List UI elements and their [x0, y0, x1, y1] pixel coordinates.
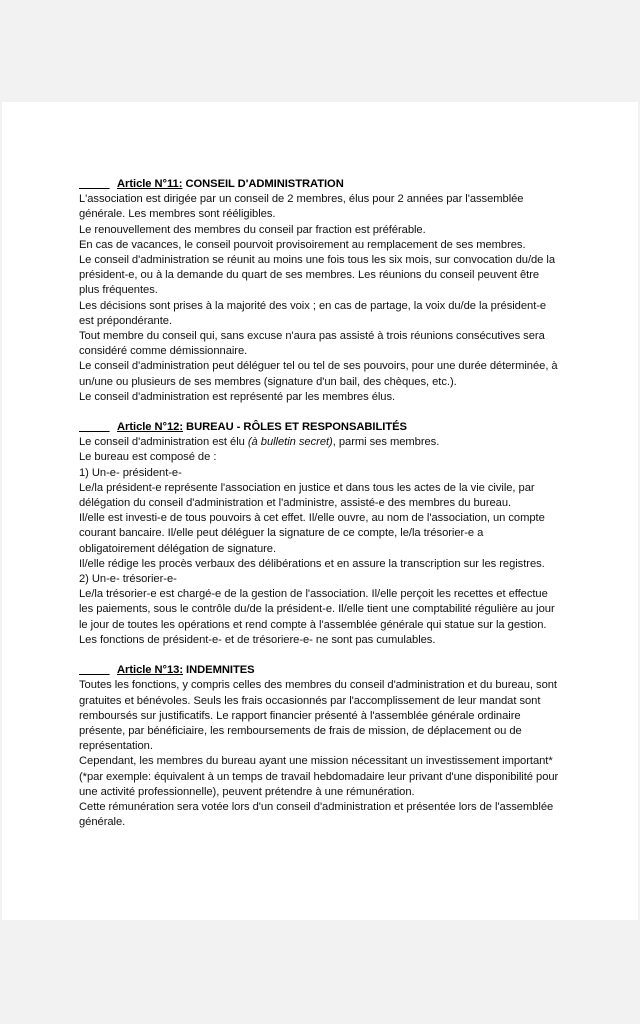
paragraph: Le conseil d'administration est représenté par les membres élus. — [79, 390, 396, 403]
paragraph: Le conseil d'administration est élu (à bulletin secret), parmi ses membres. — [79, 436, 440, 449]
paragraph: Le conseil d'administration se réunit au moins une fois tous les six mois, sur convocation du/de la président-e, ou à la demande du quart de ses membres. Les réunions du conseil peuvent être plus fréquentes. — [79, 254, 556, 297]
paragraph: Le/la président-e représente l'association en justice et dans tous les actes de la vie civile, par délégation du conseil d'administration et l'administre, assisté-e des membres du bureau. — [79, 481, 535, 510]
paragraph: 2) Un-e- trésorier-e- — [79, 573, 177, 586]
paragraph: Le bureau est composé de : — [79, 451, 217, 464]
paragraph: Les décisions sont prises à la majorité des voix ; en cas de partage, la voix du/de la président-e est prépondérante. — [79, 299, 547, 327]
paragraph: Le conseil d'administration peut déléguer tel ou tel de ses pouvoirs, pour une durée déterminée, à un/une ou plusieurs de ses membres (signature d'un bail, des chèques, etc.). — [79, 360, 558, 388]
article-13 — [79, 663, 559, 830]
paragraph: L'association est dirigée par un conseil de 2 membres, élus pour 2 années par l'assemblée générale. Les membres sont rééligibles. — [79, 193, 524, 221]
document-body — [79, 177, 559, 845]
paragraph: Le renouvellement des membres du conseil par fraction est préférable. — [79, 223, 426, 236]
article-11 — [79, 177, 559, 405]
article-13-heading — [79, 663, 559, 678]
article-12-title: BUREAU - RÔLES ET RESPONSABILITÉS — [183, 421, 407, 434]
paragraph: Le/la trésorier-e est chargé-e de la gestion de l'association. Il/elle perçoit les recettes et effectue les paiements, sous le contrôle du/de la président-e. Il/elle tient une comptabilité régulière au jour le jour de toutes les opérations et rend compte à l'assemblée générale qui statue sur la gestion. — [79, 588, 555, 631]
article-12 — [79, 420, 559, 648]
paragraph: Il/elle rédige les procès verbaux des délibérations et en assure la transcription sur les registres. — [79, 557, 545, 570]
paragraph: En cas de vacances, le conseil pourvoit provisoirement au remplacement de ses membres. — [79, 238, 526, 251]
article-11-heading — [79, 177, 559, 192]
paragraph: Tout membre du conseil qui, sans excuse n'aura pas assisté à trois réunions consécutives sera considéré comme démissionnaire. — [79, 330, 545, 358]
article-13-label: Article N°13: — [117, 664, 183, 677]
article-12-label: Article N°12: — [117, 421, 183, 434]
paragraph: Les fonctions de président-e- et de trésoriere-e- ne sont pas cumulables. — [79, 633, 436, 646]
document-page — [2, 102, 638, 920]
paragraph: Il/elle est investi-e de tous pouvoirs à cet effet. Il/elle ouvre, au nom de l'association, un compte courant bancaire. Il/elle peut déléguer la signature de ce compte, le/la trésorier-e a obligatoirement délégation de signature. — [79, 512, 545, 555]
paragraph: 1) Un-e- président-e- — [79, 466, 182, 479]
article-13-title: INDEMNITES — [183, 664, 255, 677]
paragraph: Cette rémunération sera votée lors d'un conseil d'administration et présentée lors de l'assemblée générale. — [79, 800, 554, 829]
article-12-heading — [79, 420, 559, 435]
article-11-label: Article N°11: — [117, 178, 183, 190]
article-11-title: CONSEIL D'ADMINISTRATION — [182, 178, 344, 190]
paragraph: Cependant, les membres du bureau ayant une mission nécessitant un investissement important* (*par exemple: équivalent à un temps de travail hebdomadaire leur privant d'une disponibilité pour une activité professionnelle), peuvent prétendre à une rémunération. — [79, 755, 559, 798]
paragraph: Toutes les fonctions, y compris celles des membres du conseil d'administration et du bureau, sont gratuites et bénévoles. Seuls les frais occasionnés par l'accomplissement de leur mandat sont remboursés sur justificatifs. Le rapport financier présenté à l'assemblée générale ordinaire présente, par bénéficiaire, les remboursements de frais de mission, de déplacement ou de représentation. — [79, 679, 557, 753]
